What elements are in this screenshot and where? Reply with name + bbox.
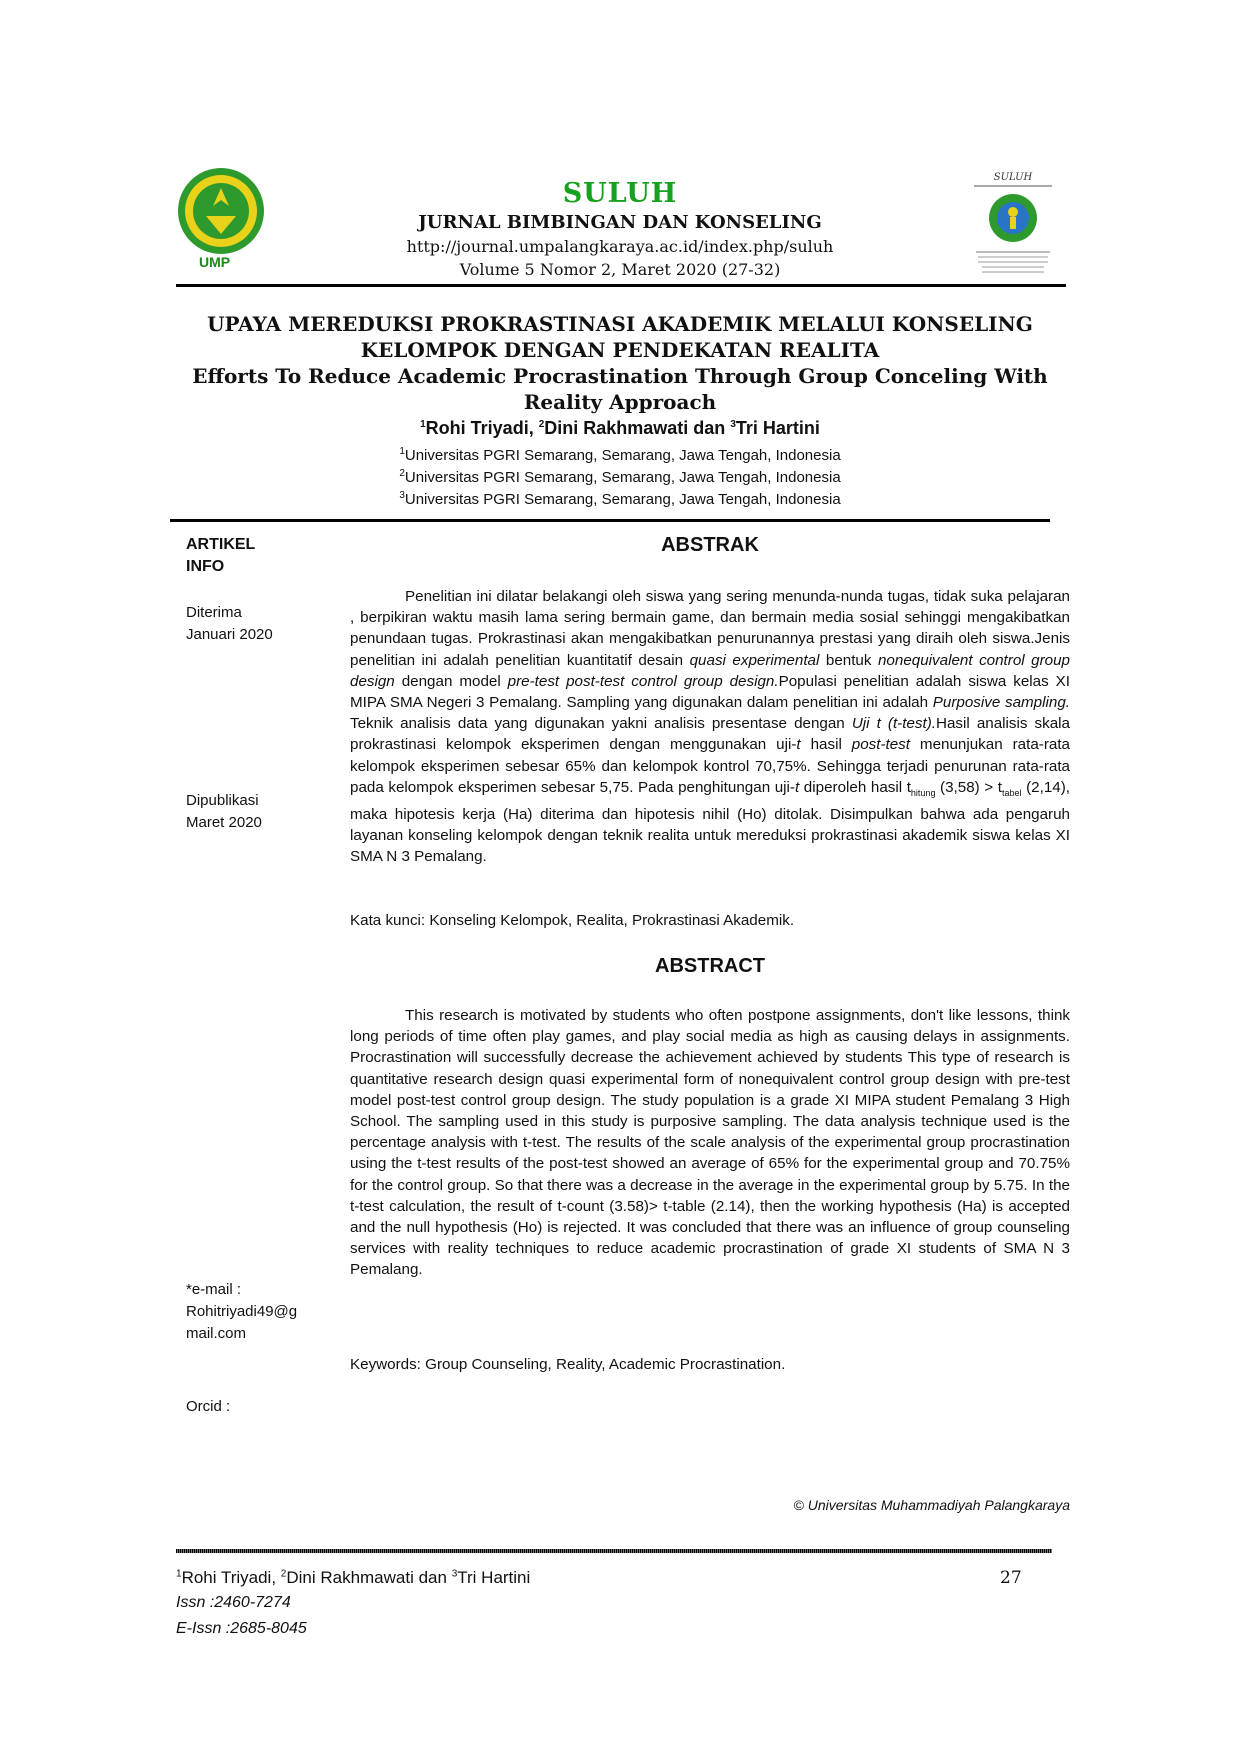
journal-volume: Volume 5 Nomor 2, Maret 2020 (27-32) (459, 260, 781, 279)
ump-logo-label: UMP (199, 254, 231, 270)
affiliation-1-text: Universitas PGRI Semarang, Semarang, Jawa Tengah, Indonesia (404, 447, 841, 464)
author-1: Rohi Triyadi, (425, 418, 539, 438)
page-number: 27 (1000, 1568, 1022, 1588)
issn: Issn :2460-7274 (176, 1594, 291, 1611)
e-issn: E-Issn :2685-8045 (176, 1620, 307, 1637)
article-info-heading-line-1: ARTIKEL (186, 536, 256, 553)
abstrak-paragraph: Penelitian ini dilatar belakangi oleh siswa yang sering menunda-nunda tugas, tidak suka pelajaran , berpikiran waktu masih lama sering bermain game, dan bermain media sosial sehinggi mengakibatkan penundaan tugas. Prokrastinasi akan mengakibatkan penurunannya prestasi yang diraih oleh siswa.Jenis penelitian ini adalah penelitian kuantitatif desain quasi experimental bentuk nonequivalent control group design dengan model pre-test post-test control group design.Populasi penelitian adalah siswa kelas XI MIPA SMA Negeri 3 Pemalang. Sampling yang digunakan dalam penelitian ini adalah Purposive sampling. Teknik analisis data yang digunakan yakni analisis presentase dengan Uji t (t-test).Hasil analisis skala prokrastinasi kelompok eksperimen dengan menggunakan uji-t hasil post-test menunjukan rata-rata kelompok eksperimen sebesar 65% dan kelompok kontrol 70,75%. Sehingga terjadi penurunan rata-rata pada kelompok eksperimen sebesar 5,75. Pada penghitungan uji-t diperoleh hasil $t_{hitung}$ $(3,58) > t_{tabel}$ (2,14), maka hipotesis kerja (Ha) diterima dan hipotesis nihil (Ho) ditolak. Disimpulkan bahwa ada pengaruh layanan konseling kelompok dengan teknik realita untuk mereduksi prokrastinasi akademik siswa kelas XI SMA N 3 Pemalang. (350, 588, 1070, 866)
title-divider (170, 519, 1050, 522)
received-date: Januari 2020 (186, 626, 273, 643)
suluh-logo (968, 170, 1058, 280)
received-info (186, 602, 273, 646)
keywords-values: Group Counseling, Reality, Academic Procrastination. (425, 1356, 786, 1373)
header-divider (176, 284, 1066, 287)
affiliation-2-text: Universitas PGRI Semarang, Semarang, Jawa Tengah, Indonesia (404, 469, 841, 486)
copyright: © Universitas Muhammadiyah Palangkaraya (793, 1497, 1070, 1513)
abstract-paragraph: This research is motivated by students who often postpone assignments, don't like lessons, think long periods of time often play games, and play social media as high as causing delays in assignments. Procrastination will successfully decrease the achievement achieved by students This type of research is quantitative research design quasi experimental form of nonequivalent control group design with pre-test model post-test control group design. The study population is a grade XI MIPA student Pemalang 3 High School. The sampling used in this study is purposive sampling. The data analysis technique used is the percentage analysis with t-test. The results of the scale analysis of the experimental group procrastination using the t-test results of the post-test showed an average of 65% for the experimental group and 70.75% for the control group. So that there was a decrease in the average in the experimental group by 5.75. In the t-test calculation, the result of t-count (3.58)> t-table (2.14), then the working hypothesis (Ha) is accepted and the null hypothesis (Ho) is rejected. It was concluded that there was an influence of group counseling services with reality techniques to reduce academic procrastination of grade XI students of SMA N 3 Pemalang. (350, 1007, 1070, 1279)
title-english-line-1: Efforts To Reduce Academic Procrastination Through Group Conceling With (192, 364, 1048, 388)
journal-url[interactable]: http://journal.umpalangkaraya.ac.id/index.php/suluh (406, 237, 834, 256)
footer-authors: $^1$Rohi Triyadi, $^2$Dini Rakhmawati dan $^3$Tri Hartini (176, 1568, 531, 1587)
author-list: $^1$Rohi Triyadi, $^2$Dini Rakhmawati dan $^3$Tri Hartini (420, 418, 820, 438)
email-line-2[interactable]: mail.com (186, 1325, 247, 1342)
title-english-line-2: Reality Approach (523, 390, 717, 414)
email-line-1[interactable]: Rohitriyadi49@g (186, 1303, 298, 1320)
published-info (186, 790, 262, 834)
affiliation-1: $^1$Universitas PGRI Semarang, Semarang, Jawa Tengah, Indonesia (399, 446, 841, 464)
kata-kunci (350, 910, 1070, 931)
kata-kunci-label: Kata kunci: (350, 912, 430, 929)
abstract-heading: ABSTRACT (655, 955, 765, 977)
abstrak-heading: ABSTRAK (661, 534, 759, 556)
affiliation-3-text: Universitas PGRI Semarang, Semarang, Jawa Tengah, Indonesia (404, 491, 841, 508)
article-info-heading-line-2: INFO (186, 558, 225, 575)
article-info-heading (186, 534, 255, 578)
email-label: *e-mail : (186, 1281, 242, 1298)
published-label: Dipublikasi (186, 792, 259, 809)
affiliation-3: $^3$Universitas PGRI Semarang, Semarang, Jawa Tengah, Indonesia (399, 490, 841, 508)
footer-divider (176, 1549, 1052, 1553)
orcid-label: Orcid : (186, 1398, 231, 1415)
title-indonesian-line-1: UPAYA MEREDUKSI PROKRASTINASI AKADEMIK MELALUI KONSELING (207, 312, 1033, 336)
email-info (186, 1279, 297, 1345)
journal-subtitle: JURNAL BIMBINGAN DAN KONSELING (418, 212, 822, 233)
author-2: Dini Rakhmawati dan (544, 418, 731, 438)
kata-kunci-values: Konseling Kelompok, Realita, Prokrastinasi Akademik. (429, 912, 795, 929)
keywords (350, 1354, 1070, 1375)
suluh-logo-text: SULUH (993, 172, 1033, 183)
author-3: Tri Hartini (735, 418, 820, 438)
keywords-label: Keywords: (350, 1356, 426, 1373)
received-label: Diterima (186, 604, 242, 621)
journal-name: SULUH (562, 178, 678, 209)
published-date: Maret 2020 (186, 814, 262, 831)
abstract-body (350, 1005, 1070, 1281)
abstrak-body (350, 586, 1070, 868)
affiliation-2: $^2$Universitas PGRI Semarang, Semarang, Jawa Tengah, Indonesia (399, 468, 841, 486)
title-indonesian-line-2: KELOMPOK DENGAN PENDEKATAN REALITA (360, 338, 880, 362)
